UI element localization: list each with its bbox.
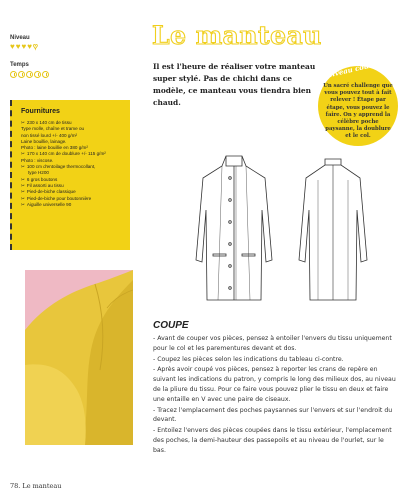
supply-line: Photo : viscose. bbox=[21, 157, 54, 163]
clock-icon bbox=[18, 71, 25, 78]
supplies-title: Fournitures bbox=[21, 108, 60, 115]
section-title: COUPE bbox=[153, 320, 189, 331]
scissors-icon: ✂ bbox=[21, 189, 25, 195]
coat-technical-drawing bbox=[168, 150, 398, 320]
clock-icon bbox=[34, 71, 41, 78]
time-label: Temps bbox=[10, 62, 29, 68]
badge-text: Un sacré challenge que vous pouvez tout à fait relever ! Étape par étape, vous pouvez le faire. On y apprend la célèbre poche paysanne, la doublure et le col. bbox=[323, 83, 393, 140]
supply-line: non tissé lourd +/- 400 g/m² bbox=[21, 132, 78, 138]
heart-icon: ♥ bbox=[21, 42, 27, 51]
supply-line: ✂ Aiguille universelle 90 bbox=[21, 201, 72, 207]
paragraph: - Entoilez l'envers des pièces coupées dans le tissu extérieur, l'emplacement des poches, la demi-hauteur des passepoils et au niveau de l'ourlet, sur le bas. bbox=[153, 427, 392, 454]
heart-icon: ♥ bbox=[10, 42, 15, 51]
clock-icon bbox=[26, 71, 33, 78]
supply-line: ✂ Fil assorti au tissu bbox=[21, 182, 64, 188]
supply-line: Type molle, chaîne et trame ou bbox=[21, 126, 85, 132]
time-rating bbox=[10, 71, 49, 78]
clock-icon bbox=[42, 71, 49, 78]
paragraph: - Avant de couper vos pièces, pensez à entoiler l'envers du tissu uniquement pour le col et les parementures devant et dos. bbox=[153, 335, 392, 352]
scissors-icon: ✂ bbox=[21, 151, 25, 157]
coat-photo bbox=[25, 270, 133, 445]
heart-outline-icon: ♥ bbox=[33, 42, 38, 51]
coat-back-view bbox=[299, 159, 367, 300]
badge-tag: Niveau couture bbox=[325, 57, 386, 80]
supply-line: ✂ 6 gros boutons bbox=[21, 176, 58, 182]
supply-line: ✂ Pied-de-biche pour boutonnière bbox=[21, 195, 92, 201]
intro-text: Il est l'heure de réaliser votre manteau super stylé. Pas de chichi dans ce modèle, ce manteau vous tiendra bien chaud. bbox=[153, 62, 316, 107]
page-footer: 78. Le manteau bbox=[10, 482, 62, 490]
paragraph: - Tracez l'emplacement des poches paysannes sur l'envers et sur l'endroit du devant. bbox=[153, 406, 393, 424]
paragraph: - Coupez les pièces selon les indications du tableau ci-contre. bbox=[153, 355, 344, 363]
heart-icon: ♥ bbox=[27, 42, 32, 51]
page-title: Le manteau bbox=[152, 21, 322, 50]
clock-icon bbox=[10, 71, 17, 78]
supplies-box bbox=[10, 100, 130, 250]
coat-front-view bbox=[196, 156, 272, 300]
supply-line: ✂ 170 x 140 cm de doublure +/- 115 g/m² bbox=[21, 151, 106, 157]
scissors-icon: ✂ bbox=[21, 164, 25, 170]
supply-line: ✂ Pied-de-biche classique bbox=[21, 189, 76, 195]
paragraph: - Après avoir coupé vos pièces, pensez à reporter les crans de repère en suivant les indications du patron, y compris le long des milieux dos, au niveau de la pliure du tissu. Pour ce faire vous pouvez plier le tissu en deux et faire une entaille en V avec une paire de ciseaux. bbox=[153, 366, 396, 403]
yellow-sweater-illustration bbox=[25, 270, 133, 445]
supply-line: Photo : laine bouillie en 380 g/m² bbox=[21, 145, 88, 151]
difficulty-rating bbox=[10, 43, 38, 51]
supply-line: ✂ 100 cm d'entoilage thermocollant, bbox=[21, 164, 96, 170]
scissors-icon: ✂ bbox=[21, 201, 25, 207]
scissors-icon: ✂ bbox=[21, 120, 25, 125]
supply-line: Laine bouillie, lainage. bbox=[21, 138, 67, 144]
supply-line: ✂ 230 x 140 cm de tissu bbox=[21, 120, 72, 125]
supply-line: type H200 bbox=[28, 170, 49, 176]
scissors-icon: ✂ bbox=[21, 195, 25, 201]
scissors-icon: ✂ bbox=[21, 182, 25, 188]
section-body bbox=[153, 334, 398, 457]
difficulty-label: Niveau bbox=[10, 35, 30, 41]
scissors-icon: ✂ bbox=[21, 176, 25, 182]
heart-icon: ♥ bbox=[15, 42, 21, 51]
